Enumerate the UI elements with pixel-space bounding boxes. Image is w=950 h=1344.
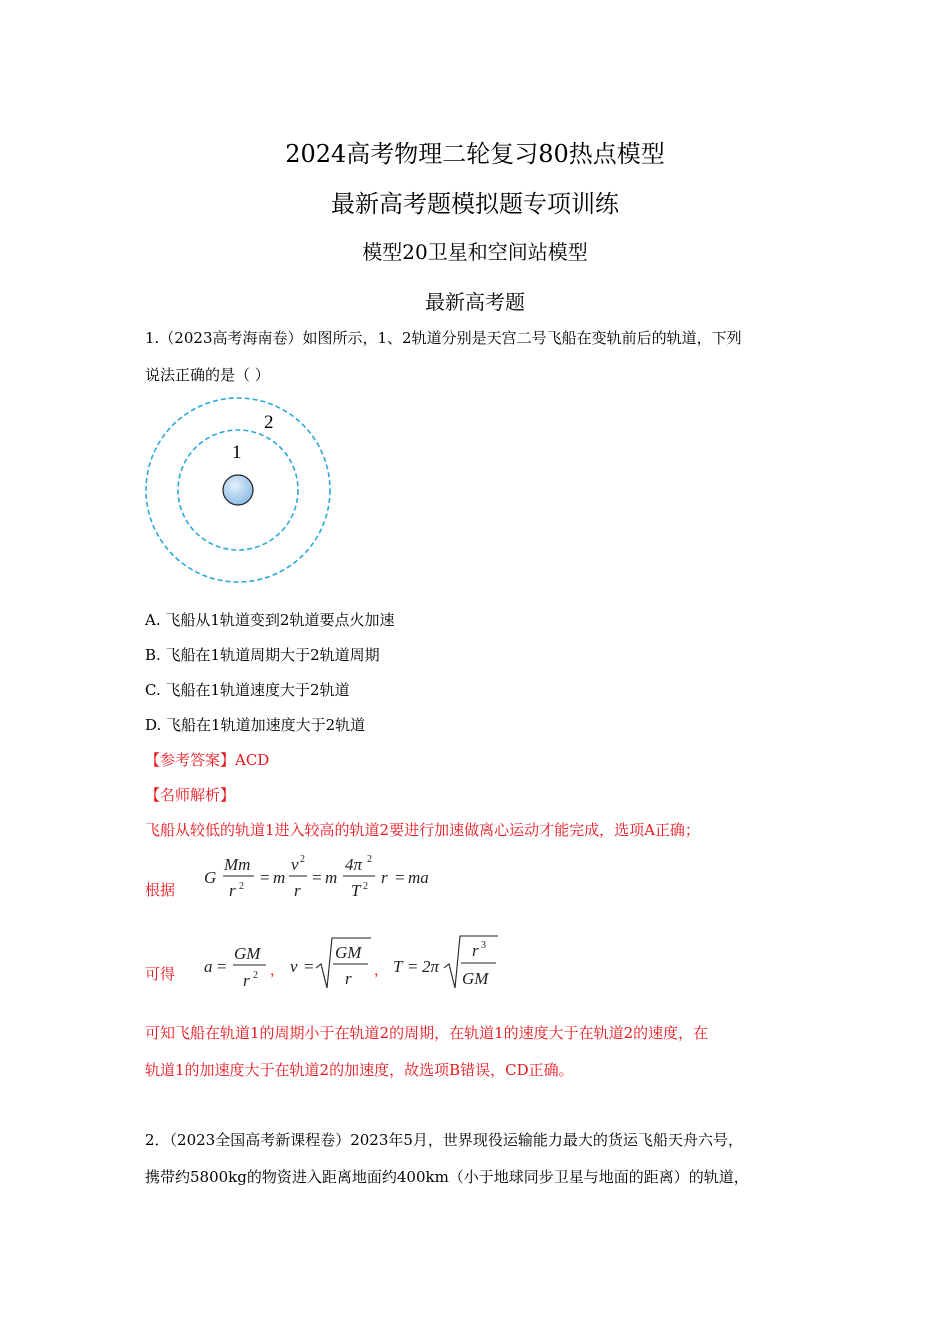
f2-r-exp: 2 (253, 970, 258, 981)
planet (223, 475, 253, 505)
title-main: 2024高考物理二轮复习80热点模型 (285, 140, 665, 168)
f1-v: v (291, 855, 299, 874)
answer: 【参考答案】ACD (145, 751, 270, 769)
f1-T: T (351, 881, 361, 900)
f2-v: v (290, 957, 298, 976)
f2-r-1: r (243, 971, 250, 990)
f2-r-2: r (345, 969, 352, 988)
analysis-title: 【名师解析】 (145, 786, 236, 804)
option-c: C. 飞船在1轨道速度大于2轨道 (145, 681, 350, 699)
f2-eq-3: = (408, 957, 418, 976)
f1-G: G (204, 868, 217, 887)
f2-comma-1: ， (270, 964, 284, 979)
q2-stem-line2: 携带约5800kg的物资进入距离地面约400km（小于地球同步卫星与地面的距离）的轨道， (145, 1168, 749, 1186)
orbit-figure (140, 392, 340, 592)
title-model: 模型20卫星和空间站模型 (362, 240, 588, 264)
section-heading: 最新高考题 (425, 290, 525, 314)
formula-gravity (200, 850, 460, 906)
option-d: D. 飞船在1轨道加速度大于2轨道 (145, 716, 366, 734)
q1-stem-line1: 1.（2023高考海南卷）如图所示，1、2轨道分别是天宫二号飞船在变轨前后的轨道，下列 (145, 329, 742, 347)
f1-eq-3: = (395, 868, 405, 887)
q1-stem-line2: 说法正确的是（ ） (145, 366, 270, 384)
formula-results (200, 930, 510, 992)
q2-stem-line1: 2．（2023全国高考新课程卷）2023年5月，世界现役运输能力最大的货运飞船天舟六号， (145, 1131, 743, 1149)
analysis-line1: 飞船从较低的轨道1进入较高的轨道2要进行加速做离心运动才能完成，选项A正确； (145, 821, 700, 839)
f2-GM-2: GM (335, 943, 362, 962)
f1-v-exp: 2 (300, 854, 305, 865)
f2-GM-3: GM (462, 969, 489, 988)
f2-r3-exp: 3 (481, 940, 486, 951)
f1-pi-exp: 2 (367, 854, 372, 865)
orbit-2-label: 2 (264, 412, 274, 433)
f2-comma-2: ， (374, 964, 388, 979)
f2-a: a (204, 957, 213, 976)
f1-r-den: r (294, 881, 301, 900)
f2-T: T (393, 957, 403, 976)
obtain-label: 可得 (145, 965, 176, 983)
f1-m-2: m (325, 868, 338, 887)
f1-r: r (229, 881, 236, 900)
f1-Mm: Mm (224, 855, 251, 874)
title-sub: 最新高考题模拟题专项训练 (331, 190, 619, 218)
conclusion-line2: 轨道1的加速度大于在轨道2的加速度，故选项B错误，CD正确。 (145, 1061, 574, 1079)
orbit-1-label: 1 (232, 442, 242, 463)
f2-eq-1: = (217, 957, 227, 976)
option-a: A. 飞船从1轨道变到2轨道要点火加速 (145, 611, 395, 629)
f1-m-1: m (273, 868, 286, 887)
f1-T-exp: 2 (363, 881, 368, 892)
f1-4pi: 4π (345, 855, 363, 874)
f2-r3: r (472, 941, 479, 960)
f1-r-tail: r (381, 868, 388, 887)
f1-ma: ma (408, 868, 429, 887)
f2-eq-2: = (304, 957, 314, 976)
option-b: B. 飞船在1轨道周期大于2轨道周期 (145, 646, 380, 664)
f2-2pi: 2π (422, 957, 440, 976)
f1-eq-1: = (260, 868, 270, 887)
according-label: 根据 (145, 881, 176, 899)
f1-eq-2: = (312, 868, 322, 887)
f1-r-exp: 2 (239, 881, 244, 892)
f2-GM-1: GM (234, 944, 261, 963)
conclusion-line1: 可知飞船在轨道1的周期小于在轨道2的周期，在轨道1的速度大于在轨道2的速度，在 (145, 1024, 709, 1042)
